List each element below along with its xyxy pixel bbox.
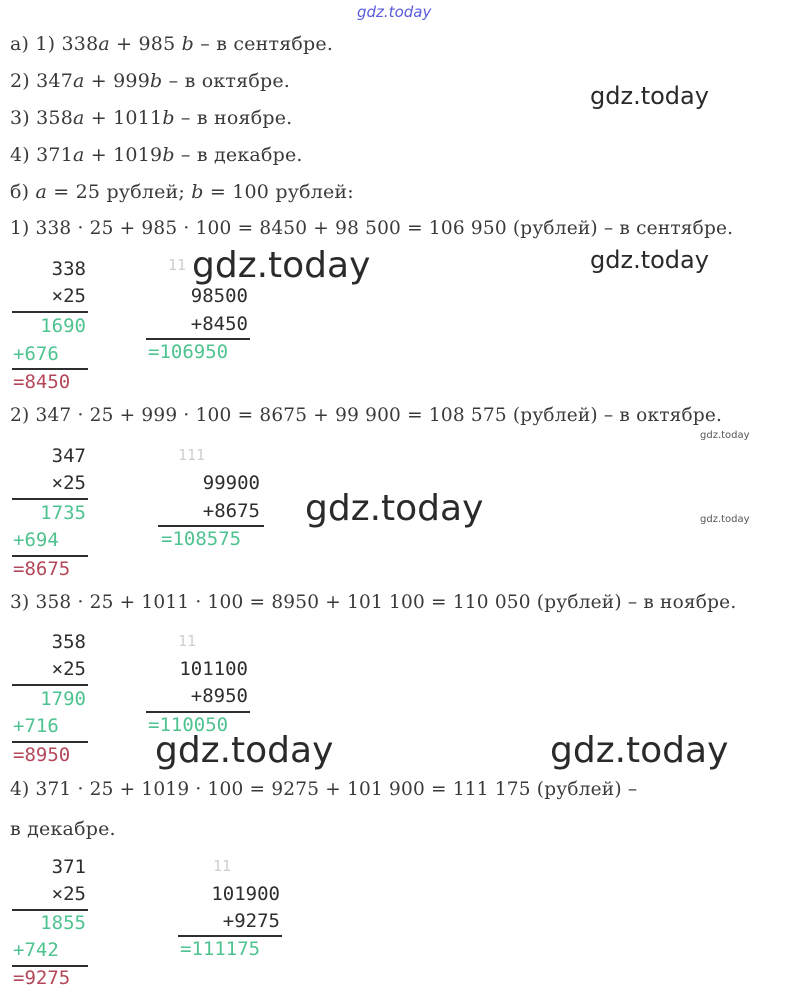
rule xyxy=(12,741,88,743)
partial-1: 1690 xyxy=(40,315,86,337)
rule xyxy=(12,498,88,500)
line-a4 xyxy=(10,144,303,166)
var-a: a xyxy=(98,33,110,55)
carry: 111 xyxy=(178,446,206,464)
add-b: +8450 xyxy=(190,313,248,335)
var-a: a xyxy=(35,181,48,203)
watermark: gdz.today xyxy=(155,730,334,771)
text: = 100 рублей: xyxy=(203,181,354,203)
partial-1: 1790 xyxy=(40,688,86,710)
text: – в декабре. xyxy=(174,144,303,166)
rule xyxy=(12,684,88,686)
mul-b: ×25 xyxy=(51,883,86,905)
var-b: b xyxy=(162,107,175,129)
carry: 11 xyxy=(178,632,197,650)
partial-2: +694 xyxy=(13,529,59,551)
watermark-small: gdz.today xyxy=(700,514,750,525)
rule xyxy=(12,368,88,370)
rule xyxy=(158,525,264,527)
text: б) xyxy=(10,181,36,203)
add-a: 99900 xyxy=(202,472,260,494)
partial-2: +716 xyxy=(13,715,59,737)
line-a1 xyxy=(10,33,333,55)
mul-result: =8950 xyxy=(13,744,71,766)
mul-result: =8675 xyxy=(13,558,71,580)
line-b3: 3) 358 · 25 + 1011 · 100 = 8950 + 101 100 = 110 050 (рублей) – в ноябре. xyxy=(10,592,737,613)
sum: =108575 xyxy=(161,528,242,550)
text: 2) 347 xyxy=(10,70,74,92)
var-b: b xyxy=(162,144,175,166)
text: + 985 xyxy=(109,33,182,55)
partial-1: 1735 xyxy=(40,502,86,524)
line-b1: 1) 338 · 25 + 985 · 100 = 8450 + 98 500 = 106 950 (рублей) – в сентябре. xyxy=(10,218,734,239)
rule xyxy=(12,909,88,911)
mul-b: ×25 xyxy=(51,658,86,680)
carry: 11 xyxy=(168,256,187,274)
text: – в октябре. xyxy=(162,70,291,92)
var-a: a xyxy=(73,70,85,92)
var-a: a xyxy=(73,107,85,129)
watermark: gdz.today xyxy=(550,730,729,771)
text: – в ноябре. xyxy=(174,107,293,129)
mul-b: ×25 xyxy=(51,285,86,307)
mul-result: =9275 xyxy=(13,967,71,989)
var-b: b xyxy=(191,181,204,203)
line-b0 xyxy=(10,181,354,203)
add-a: 101100 xyxy=(179,658,248,680)
partial-1: 1855 xyxy=(40,912,86,934)
var-b: b xyxy=(150,70,163,92)
text: – в сентябре. xyxy=(194,33,334,55)
rule xyxy=(146,711,250,713)
line-b4: 4) 371 · 25 + 1019 · 100 = 9275 + 101 900 = 111 175 (рублей) – xyxy=(10,779,638,800)
watermark: gdz.today xyxy=(590,246,709,274)
line-b2: 2) 347 · 25 + 999 · 100 = 8675 + 99 900 = 108 575 (рублей) – в октябре. xyxy=(10,405,723,426)
rule xyxy=(178,935,282,937)
partial-2: +676 xyxy=(13,343,59,365)
sum: =110050 xyxy=(148,714,229,736)
line-a2 xyxy=(10,70,290,92)
add-a: 98500 xyxy=(190,285,248,307)
sum: =111175 xyxy=(180,938,261,960)
watermark: gdz.today xyxy=(590,82,709,110)
add-b: +9275 xyxy=(222,910,280,932)
line-b4-cont: в декабре. xyxy=(10,818,116,840)
mul-a: 371 xyxy=(51,856,86,878)
text: + 1011 xyxy=(84,107,163,129)
rule xyxy=(12,311,88,313)
watermark: gdz.today xyxy=(192,245,371,286)
line-a3 xyxy=(10,107,292,129)
text: 4) 371 xyxy=(10,144,74,166)
add-b: +8675 xyxy=(202,500,260,522)
text: + 1019 xyxy=(84,144,163,166)
text: 3) 358 xyxy=(10,107,74,129)
mul-a: 338 xyxy=(51,258,86,280)
add-a: 101900 xyxy=(211,883,280,905)
text: а) 1) 338 xyxy=(10,33,99,55)
var-b: b xyxy=(181,33,195,55)
watermark-top: gdz.today xyxy=(357,3,432,21)
var-a: a xyxy=(73,144,85,166)
watermark-small: gdz.today xyxy=(700,430,750,441)
rule xyxy=(146,338,250,340)
text: = 25 рублей; xyxy=(47,181,192,203)
text: + 999 xyxy=(84,70,151,92)
mul-b: ×25 xyxy=(51,472,86,494)
rule xyxy=(12,555,88,557)
mul-a: 358 xyxy=(51,631,86,653)
carry: 11 xyxy=(213,857,232,875)
mul-a: 347 xyxy=(51,445,86,467)
add-b: +8950 xyxy=(190,685,248,707)
watermark: gdz.today xyxy=(305,488,484,529)
partial-2: +742 xyxy=(13,939,59,961)
sum: =106950 xyxy=(148,341,229,363)
mul-result: =8450 xyxy=(13,371,71,393)
